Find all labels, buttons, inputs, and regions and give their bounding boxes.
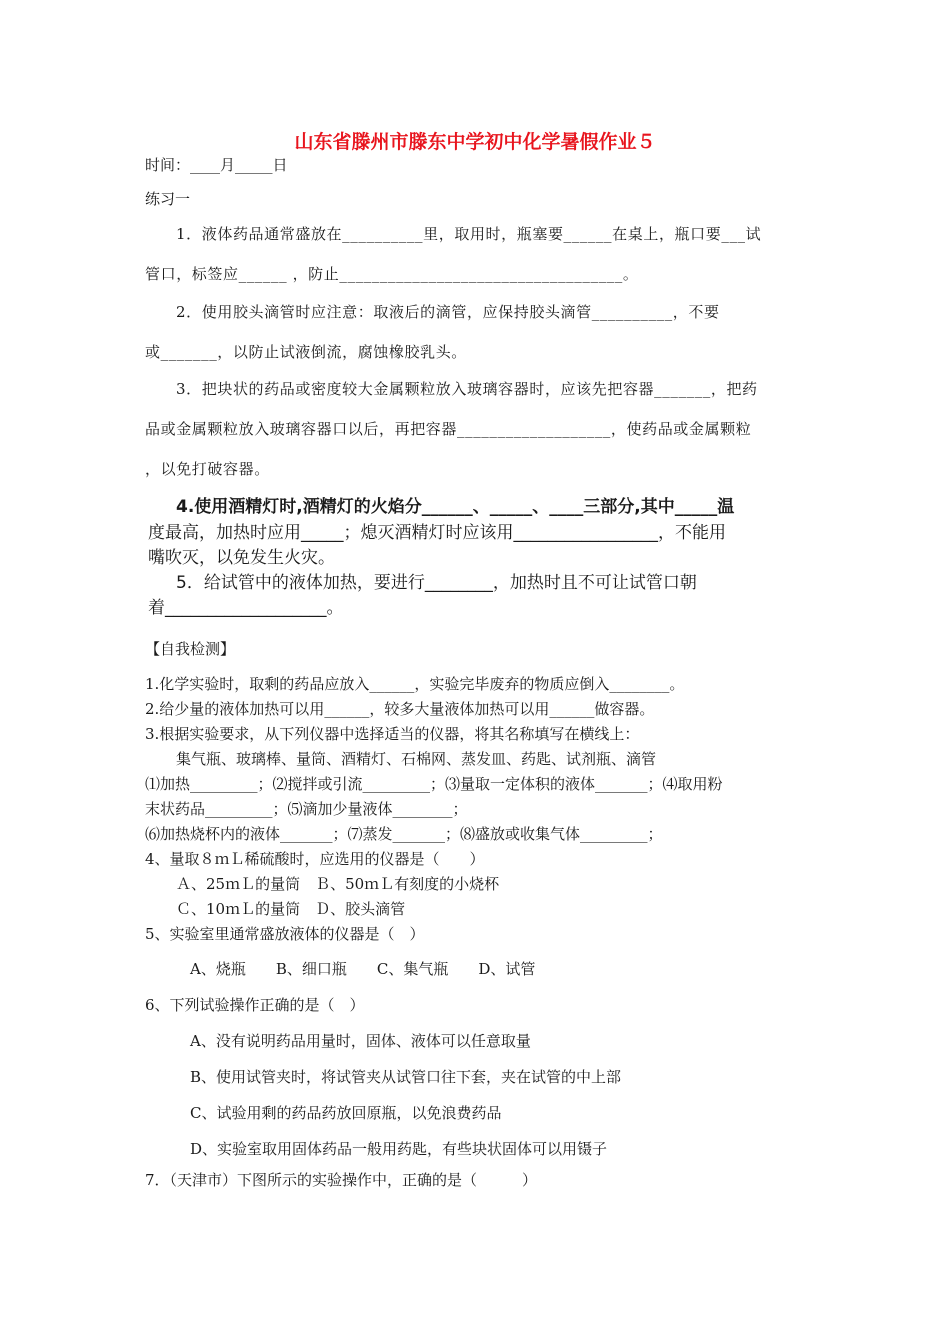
check-q5: 5、实验室里通常盛放液体的仪器是（ ）: [145, 925, 425, 943]
check-q6-option-c: C、试验用剩的药品药放回原瓶，以免浪费药品: [190, 1104, 502, 1122]
check-q6: 6、下列试验操作正确的是（ ）: [145, 996, 365, 1014]
check-q3: 3.根据实验要求，从下列仪器中选择适当的仪器，将其名称填写在横线上：: [145, 725, 640, 743]
check-q7: 7．（天津市）下图所示的实验操作中，正确的是（ ）: [145, 1171, 538, 1189]
q1-line1: 1．液体药品通常盛放在__________里，取用时，瓶塞要______在桌上，瓶口要___试: [176, 225, 762, 243]
check-q4: 4、量取８ｍＬ稀硫酸时，应选用的仪器是（ ）: [145, 850, 485, 868]
check-q6-option-d: D、实验室取用固体药品一般用药匙，有些块状固体可以用镊子: [190, 1140, 608, 1158]
date-line: 时间：____月_____日: [145, 156, 288, 174]
q4-line1: 4.使用酒精灯时,酒精灯的火焰分______、_____、____三部分,其中_____温: [176, 497, 735, 517]
q2-line2: 或_______，以防止试液倒流，腐蚀橡胶乳头。: [145, 343, 467, 361]
check-q3-line2: 末状药品_________；⑸滴加少量液体________；: [145, 800, 468, 818]
q3-line2: 品或金属颗粒放入玻璃容器口以后，再把容器___________________，使药品或金属颗粒: [145, 420, 752, 438]
q4-line2: 度最高，加热时应用_____；熄灭酒精灯时应该用_________________，不能用: [148, 523, 726, 543]
check-q3-instruments: 集气瓶、玻璃棒、量筒、酒精灯、石棉网、蒸发皿、药匙、试剂瓶、滴管: [176, 750, 657, 768]
q5-line1: 5．给试管中的液体加热，要进行________，加热时且不可让试管口朝: [176, 573, 697, 593]
check-q5-options: A、烧瓶 B、细口瓶 C、集气瓶 D、试管: [190, 960, 536, 978]
q3-line1: 3．把块状的药品或密度较大金属颗粒放入玻璃容器时，应该先把容器_______，把药: [176, 380, 758, 398]
check-q4-options-ab: Ａ、25ｍＬ的量筒 Ｂ、50ｍＬ有刻度的小烧杯: [176, 875, 500, 893]
q4-line3: 嘴吹灭，以免发生火灾。: [148, 548, 335, 568]
check-q2: 2.给少量的液体加热可以用______，较多大量液体加热可以用______做容器。: [145, 700, 655, 718]
q3-line3: ，以免打破容器。: [145, 460, 270, 478]
check-q4-options-cd: Ｃ、10ｍＬ的量筒 Ｄ、胶头滴管: [176, 900, 406, 918]
check-q6-option-a: A、没有说明药品用量时，固体、液体可以任意取量: [190, 1032, 531, 1050]
check-q3-line3: ⑹加热烧杯内的液体_______；⑺蒸发_______；⑻盛放或收集气体_________；: [145, 825, 663, 843]
section-heading-exercise: 练习一: [145, 190, 191, 208]
check-q6-option-b: B、使用试管夹时，将试管夹从试管口往下套，夹在试管的中上部: [190, 1068, 622, 1086]
q5-line2: 着___________________。: [148, 598, 344, 618]
document-title: 山东省滕州市滕东中学初中化学暑假作业５: [294, 131, 656, 153]
check-q3-line1: ⑴加热_________；⑵搅拌或引流_________；⑶量取一定体积的液体_______；⑷取用粉: [145, 775, 723, 793]
check-q1: 1.化学实验时，取剩的药品应放入______，实验完毕废弃的物质应倒入________。: [145, 675, 685, 693]
q2-line1: 2．使用胶头滴管时应注意：取液后的滴管，应保持胶头滴管__________，不要: [176, 303, 720, 321]
q1-line2: 管口，标签应______ ，防止___________________________________。: [145, 265, 639, 283]
section-heading-self-check: 【自我检测】: [145, 640, 236, 658]
